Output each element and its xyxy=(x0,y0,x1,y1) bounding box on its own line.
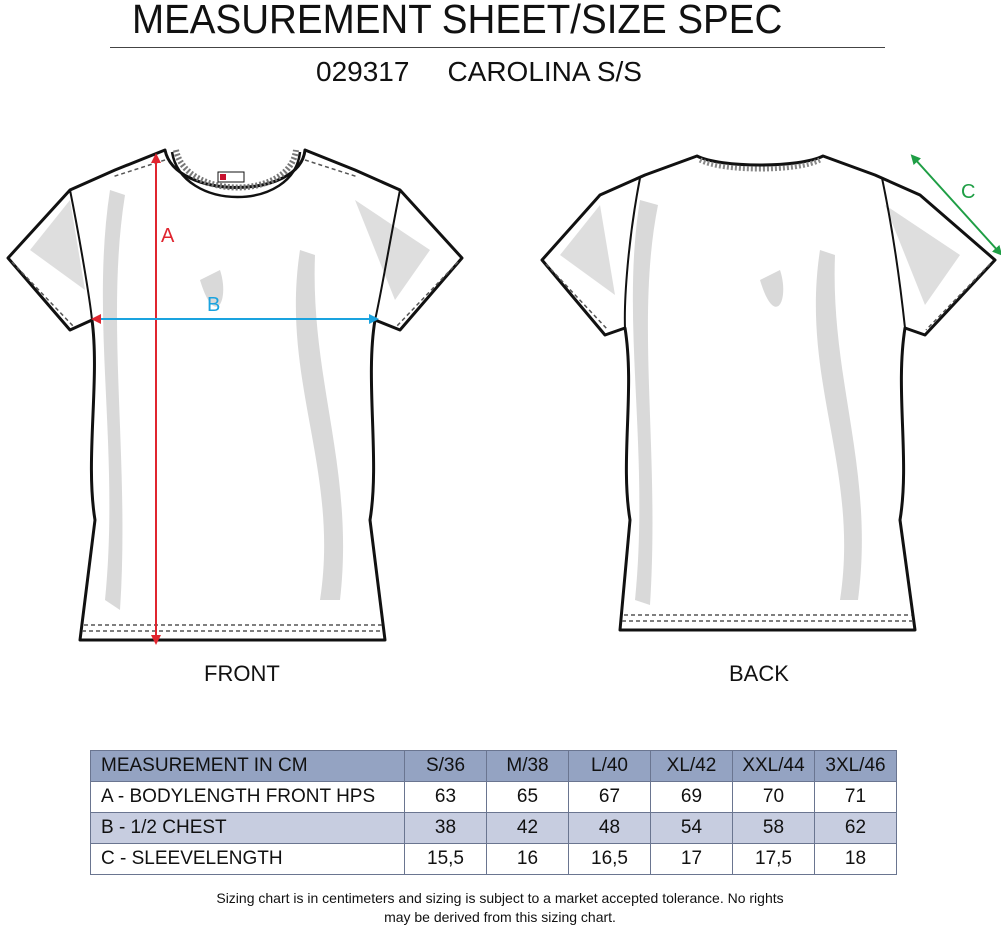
column-header: S/36 xyxy=(405,751,487,782)
table-cell: 54 xyxy=(651,813,733,844)
column-header: M/38 xyxy=(487,751,569,782)
back-shirt-drawing xyxy=(542,156,995,630)
footnote-line: may be derived from this sizing chart. xyxy=(384,909,616,925)
table-row xyxy=(91,844,897,875)
table-cell: 67 xyxy=(569,782,651,813)
table-cell: 69 xyxy=(651,782,733,813)
table-cell: 17 xyxy=(651,844,733,875)
back-view-label: BACK xyxy=(729,661,789,686)
column-header: XXL/44 xyxy=(733,751,815,782)
front-view-label: FRONT xyxy=(204,661,280,686)
table-cell: 16,5 xyxy=(569,844,651,875)
table-cell: 17,5 xyxy=(733,844,815,875)
table-cell: 18 xyxy=(815,844,897,875)
disclaimer-footnote xyxy=(150,889,850,927)
column-header: MEASUREMENT IN CM xyxy=(91,751,405,782)
row-label: B - 1/2 CHEST xyxy=(91,813,405,844)
page-title: MEASUREMENT SHEET/SIZE SPEC xyxy=(132,0,783,42)
product-name: CAROLINA S/S xyxy=(447,56,642,87)
row-label: C - SLEEVELENGTH xyxy=(91,844,405,875)
column-header: L/40 xyxy=(569,751,651,782)
table-cell: 70 xyxy=(733,782,815,813)
table-cell: 71 xyxy=(815,782,897,813)
size-spec-table xyxy=(90,750,897,875)
table-cell: 58 xyxy=(733,813,815,844)
table-cell: 63 xyxy=(405,782,487,813)
footnote-line: Sizing chart is in centimeters and sizing is subject to a market accepted tolerance. No rights xyxy=(216,890,784,906)
article-number: 029317 xyxy=(316,56,410,87)
table-cell: 65 xyxy=(487,782,569,813)
measure-c-label: C xyxy=(961,181,976,203)
table-cell: 42 xyxy=(487,813,569,844)
row-label: A - BODYLENGTH FRONT HPS xyxy=(91,782,405,813)
column-header: 3XL/46 xyxy=(815,751,897,782)
front-shirt-drawing xyxy=(8,150,462,640)
table-cell: 62 xyxy=(815,813,897,844)
table-cell: 15,5 xyxy=(405,844,487,875)
table-cell: 38 xyxy=(405,813,487,844)
measure-a-label: A xyxy=(161,225,175,247)
table-cell: 16 xyxy=(487,844,569,875)
table-row xyxy=(91,782,897,813)
measure-b-label: B xyxy=(207,294,221,316)
table-cell: 48 xyxy=(569,813,651,844)
table-row xyxy=(91,813,897,844)
column-header: XL/42 xyxy=(651,751,733,782)
table-header-row xyxy=(91,751,897,782)
